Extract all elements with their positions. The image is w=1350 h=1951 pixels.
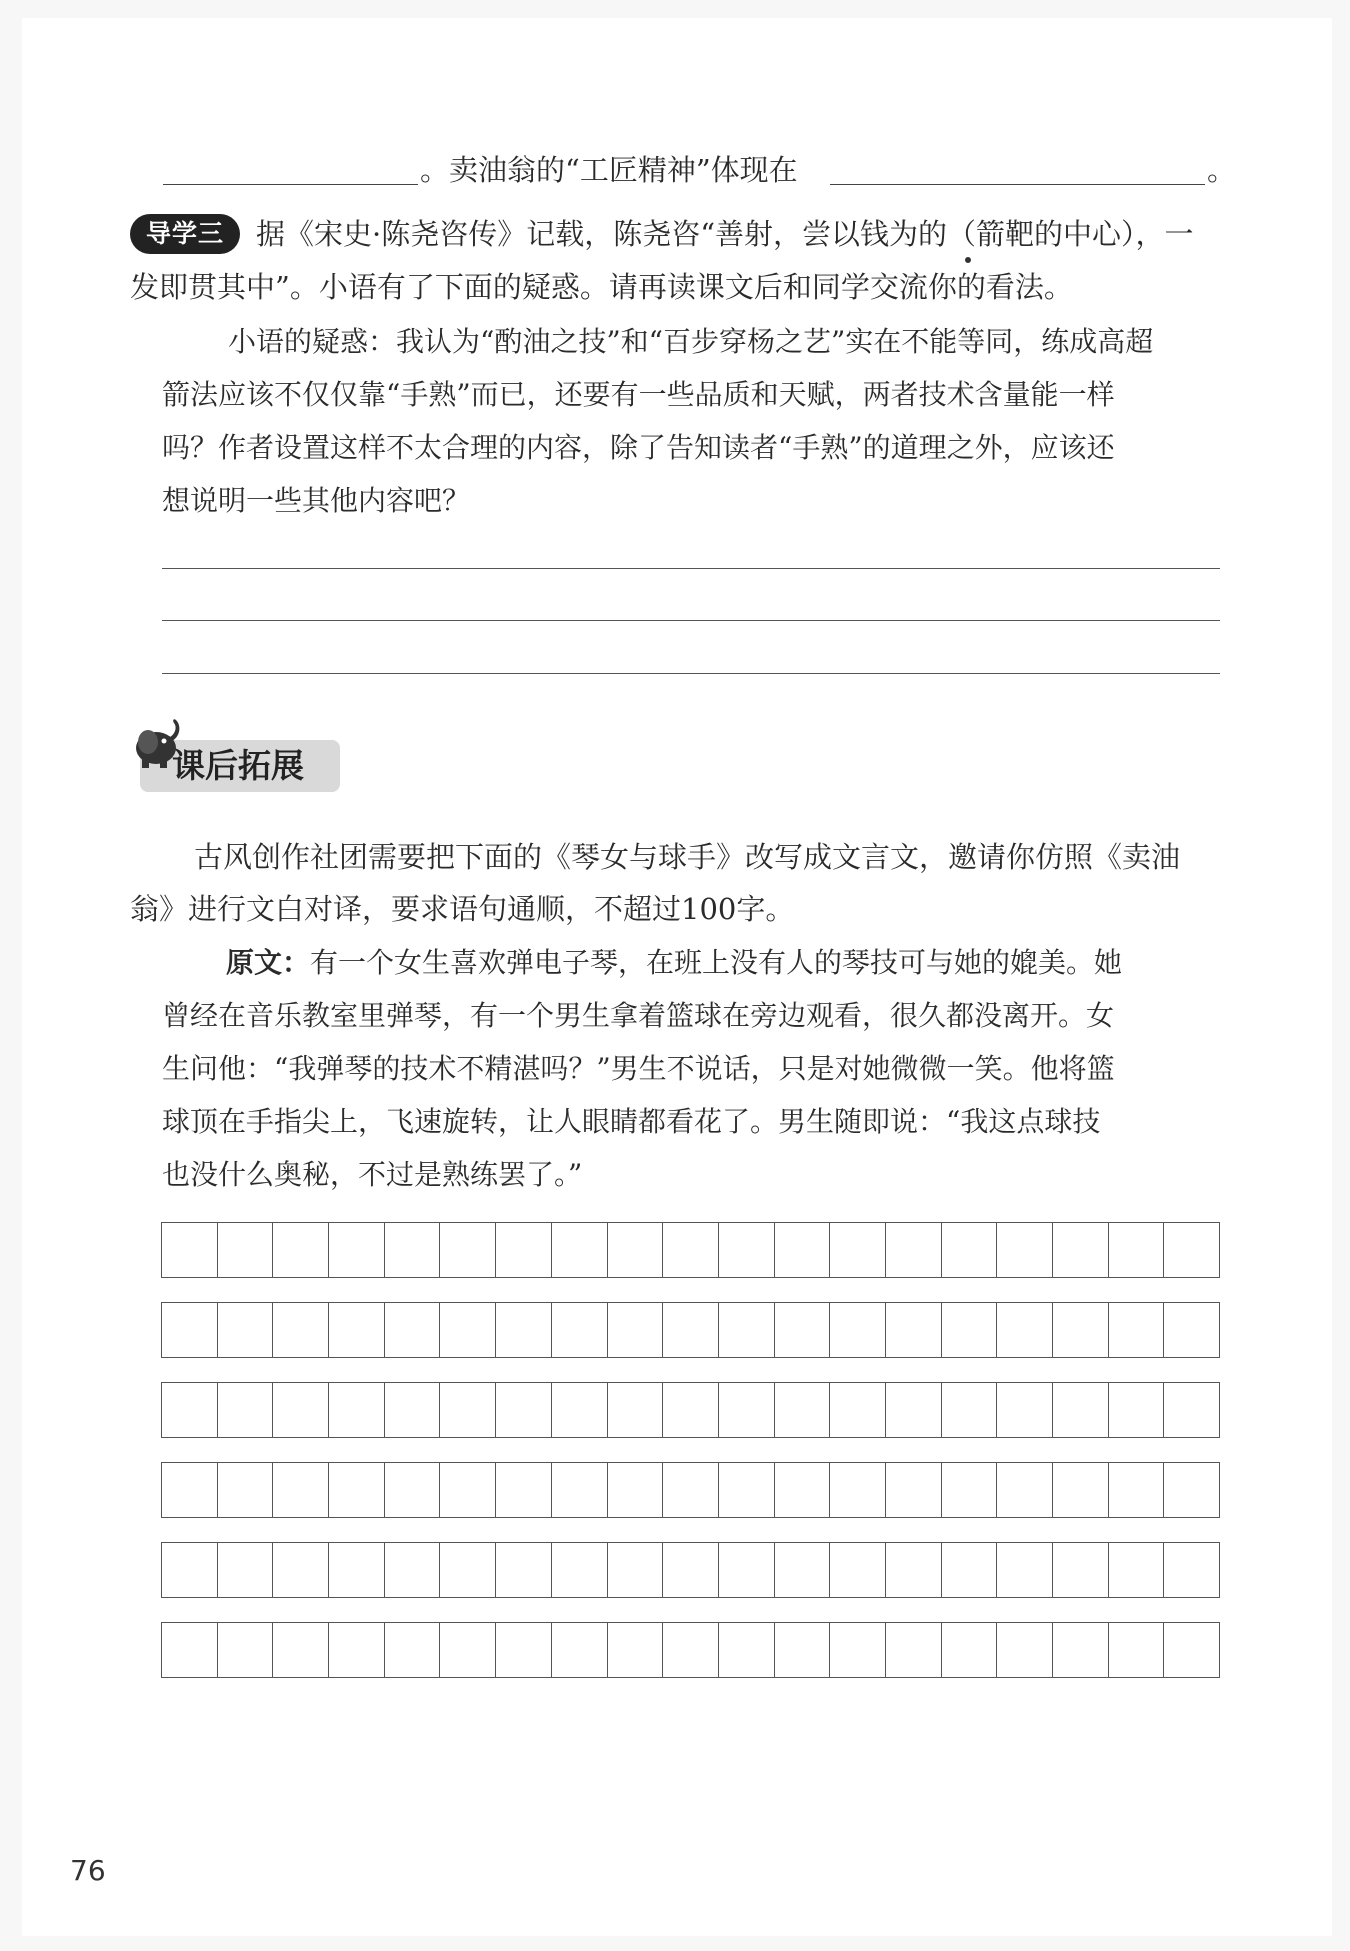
- grid-cell[interactable]: [385, 1543, 441, 1597]
- grid-cell[interactable]: [1109, 1223, 1165, 1277]
- grid-cell[interactable]: [942, 1463, 998, 1517]
- grid-cell[interactable]: [886, 1303, 942, 1357]
- grid-cell[interactable]: [273, 1463, 329, 1517]
- answer-line-3[interactable]: [162, 673, 1220, 674]
- grid-cell[interactable]: [663, 1543, 719, 1597]
- grid-cell[interactable]: [1053, 1383, 1109, 1437]
- grid-cell[interactable]: [1164, 1223, 1219, 1277]
- grid-cell[interactable]: [329, 1543, 385, 1597]
- grid-cell[interactable]: [886, 1623, 942, 1677]
- grid-cell[interactable]: [830, 1623, 886, 1677]
- grid-cell[interactable]: [440, 1303, 496, 1357]
- grid-cell[interactable]: [440, 1463, 496, 1517]
- grid-cell[interactable]: [719, 1543, 775, 1597]
- grid-cell[interactable]: [162, 1383, 218, 1437]
- grid-cell[interactable]: [218, 1383, 274, 1437]
- grid-cell[interactable]: [997, 1383, 1053, 1437]
- grid-cell[interactable]: [719, 1223, 775, 1277]
- emphasis-dot: [965, 257, 971, 263]
- grid-cell[interactable]: [218, 1463, 274, 1517]
- grid-cell[interactable]: [329, 1383, 385, 1437]
- grid-cell[interactable]: [1109, 1383, 1165, 1437]
- grid-cell[interactable]: [775, 1463, 831, 1517]
- grid-cell[interactable]: [663, 1463, 719, 1517]
- question-line-3: 吗？作者设置这样不太合理的内容，除了告知读者“手熟”的道理之外，应该还: [162, 431, 1115, 464]
- grid-cell[interactable]: [719, 1383, 775, 1437]
- original-line-3: 生问他：“我弹琴的技术不精湛吗？”男生不说话，只是对她微微一笑。他将篮: [162, 1052, 1115, 1085]
- grid-cell[interactable]: [496, 1383, 552, 1437]
- grid-cell[interactable]: [273, 1623, 329, 1677]
- grid-cell[interactable]: [218, 1623, 274, 1677]
- grid-row: [161, 1462, 1220, 1518]
- grid-cell[interactable]: [273, 1223, 329, 1277]
- grid-cell[interactable]: [830, 1303, 886, 1357]
- grid-cell[interactable]: [385, 1383, 441, 1437]
- answer-line-1[interactable]: [162, 568, 1220, 569]
- grid-cell[interactable]: [385, 1463, 441, 1517]
- grid-cell[interactable]: [440, 1383, 496, 1437]
- original-label: 原文：: [226, 946, 311, 979]
- grid-cell[interactable]: [942, 1623, 998, 1677]
- grid-row: [161, 1302, 1220, 1358]
- grid-cell[interactable]: [775, 1623, 831, 1677]
- grid-cell[interactable]: [775, 1383, 831, 1437]
- task-line-1: 古风创作社团需要把下面的《琴女与球手》改写成文言文，邀请你仿照《卖油: [194, 840, 1181, 874]
- question-line-4: 想说明一些其他内容吧？: [162, 484, 471, 517]
- grid-cell[interactable]: [440, 1623, 496, 1677]
- grid-cell[interactable]: [942, 1383, 998, 1437]
- grid-cell[interactable]: [608, 1223, 664, 1277]
- grid-cell[interactable]: [552, 1303, 608, 1357]
- grid-cell[interactable]: [496, 1543, 552, 1597]
- grid-cell[interactable]: [385, 1223, 441, 1277]
- grid-cell[interactable]: [329, 1303, 385, 1357]
- guide-badge: 导学三: [130, 214, 240, 254]
- grid-cell[interactable]: [552, 1543, 608, 1597]
- question-line-2: 箭法应该不仅仅靠“手熟”而已，还要有一些品质和天赋，两者技术含量能一样: [162, 378, 1115, 411]
- grid-cell[interactable]: [830, 1463, 886, 1517]
- grid-cell[interactable]: [1109, 1463, 1165, 1517]
- page-number: 76: [70, 1854, 106, 1887]
- question-line-1: 小语的疑惑：我认为“酌油之技”和“百步穿杨之艺”实在不能等同，练成高超: [228, 325, 1154, 358]
- grid-cell[interactable]: [942, 1543, 998, 1597]
- grid-cell[interactable]: [663, 1223, 719, 1277]
- grid-cell[interactable]: [830, 1223, 886, 1277]
- grid-cell[interactable]: [440, 1543, 496, 1597]
- grid-cell[interactable]: [1109, 1543, 1165, 1597]
- grid-cell[interactable]: [997, 1463, 1053, 1517]
- answer-line-2[interactable]: [162, 620, 1220, 621]
- grid-row: [161, 1382, 1220, 1438]
- grid-cell[interactable]: [775, 1223, 831, 1277]
- grid-cell[interactable]: [663, 1383, 719, 1437]
- grid-cell[interactable]: [608, 1623, 664, 1677]
- grid-cell[interactable]: [942, 1223, 998, 1277]
- grid-cell[interactable]: [552, 1223, 608, 1277]
- grid-cell[interactable]: [886, 1543, 942, 1597]
- grid-cell[interactable]: [273, 1383, 329, 1437]
- grid-cell[interactable]: [218, 1223, 274, 1277]
- grid-cell[interactable]: [496, 1303, 552, 1357]
- original-line-2: 曾经在音乐教室里弹琴，有一个男生拿着篮球在旁边观看，很久都没离开。女: [162, 999, 1115, 1032]
- grid-cell[interactable]: [552, 1383, 608, 1437]
- grid-cell[interactable]: [1053, 1303, 1109, 1357]
- grid-cell[interactable]: [608, 1303, 664, 1357]
- original-line-5: 也没什么奥秘，不过是熟练罢了。”: [162, 1158, 583, 1191]
- grid-cell[interactable]: [942, 1303, 998, 1357]
- original-line-4: 球顶在手指尖上，飞速旋转，让人眼睛都看花了。男生随即说：“我这点球技: [162, 1105, 1101, 1138]
- grid-cell[interactable]: [1053, 1623, 1109, 1677]
- grid-cell[interactable]: [273, 1303, 329, 1357]
- grid-cell[interactable]: [997, 1623, 1053, 1677]
- top-line-end: 。: [1207, 153, 1237, 187]
- grid-cell[interactable]: [162, 1463, 218, 1517]
- grid-row: [161, 1542, 1220, 1598]
- grid-cell[interactable]: [1164, 1303, 1219, 1357]
- grid-cell[interactable]: [997, 1303, 1053, 1357]
- grid-cell[interactable]: [385, 1623, 441, 1677]
- grid-cell[interactable]: [663, 1623, 719, 1677]
- grid-cell[interactable]: [329, 1623, 385, 1677]
- grid-cell[interactable]: [663, 1303, 719, 1357]
- grid-cell[interactable]: [886, 1383, 942, 1437]
- grid-cell[interactable]: [1164, 1623, 1219, 1677]
- section-title: 课后拓展: [172, 746, 304, 785]
- grid-cell[interactable]: [830, 1383, 886, 1437]
- guide3-line-2: 发即贯其中”。小语有了下面的疑惑。请再读课文后和同学交流你的看法。: [130, 270, 1073, 304]
- grid-cell[interactable]: [162, 1543, 218, 1597]
- grid-row: [161, 1222, 1220, 1278]
- grid-cell[interactable]: [1053, 1463, 1109, 1517]
- grid-cell[interactable]: [162, 1223, 218, 1277]
- grid-cell[interactable]: [162, 1623, 218, 1677]
- grid-cell[interactable]: [997, 1543, 1053, 1597]
- grid-cell[interactable]: [775, 1543, 831, 1597]
- grid-cell[interactable]: [1053, 1543, 1109, 1597]
- grid-cell[interactable]: [218, 1543, 274, 1597]
- grid-cell[interactable]: [496, 1223, 552, 1277]
- answer-blank-2[interactable]: [830, 154, 1205, 185]
- original-first-line: [226, 943, 1122, 983]
- answer-blank-1[interactable]: [163, 154, 418, 185]
- grid-cell[interactable]: [1164, 1463, 1219, 1517]
- top-line-text: 。卖油翁的“工匠精神”体现在: [420, 153, 798, 187]
- grid-cell[interactable]: [1164, 1543, 1219, 1597]
- grid-cell[interactable]: [886, 1223, 942, 1277]
- grid-cell[interactable]: [385, 1303, 441, 1357]
- grid-cell[interactable]: [1053, 1223, 1109, 1277]
- task-line-2: 翁》进行文白对译，要求语句通顺，不超过100字。: [130, 892, 795, 926]
- grid-cell[interactable]: [329, 1463, 385, 1517]
- grid-cell[interactable]: [552, 1623, 608, 1677]
- grid-cell[interactable]: [1109, 1623, 1165, 1677]
- grid-cell[interactable]: [1164, 1383, 1219, 1437]
- grid-cell[interactable]: [608, 1543, 664, 1597]
- grid-cell[interactable]: [719, 1623, 775, 1677]
- guide3-line-1: 据《宋史·陈尧咨传》记载，陈尧咨“善射，尝以钱为的（箭靶的中心），一: [256, 217, 1194, 251]
- grid-cell[interactable]: [218, 1303, 274, 1357]
- grid-cell[interactable]: [552, 1463, 608, 1517]
- grid-cell[interactable]: [719, 1303, 775, 1357]
- grid-cell[interactable]: [886, 1463, 942, 1517]
- grid-cell[interactable]: [608, 1463, 664, 1517]
- grid-cell[interactable]: [496, 1623, 552, 1677]
- grid-cell[interactable]: [719, 1463, 775, 1517]
- grid-cell[interactable]: [830, 1543, 886, 1597]
- original-line-1: 有一个女生喜欢弹电子琴，在班上没有人的琴技可与她的媲美。她: [310, 946, 1123, 979]
- grid-cell[interactable]: [1109, 1303, 1165, 1357]
- grid-cell[interactable]: [496, 1463, 552, 1517]
- grid-row: [161, 1622, 1220, 1678]
- grid-cell[interactable]: [775, 1303, 831, 1357]
- grid-cell[interactable]: [162, 1303, 218, 1357]
- grid-cell[interactable]: [329, 1223, 385, 1277]
- grid-cell[interactable]: [608, 1383, 664, 1437]
- grid-cell[interactable]: [273, 1543, 329, 1597]
- grid-cell[interactable]: [440, 1223, 496, 1277]
- grid-cell[interactable]: [997, 1223, 1053, 1277]
